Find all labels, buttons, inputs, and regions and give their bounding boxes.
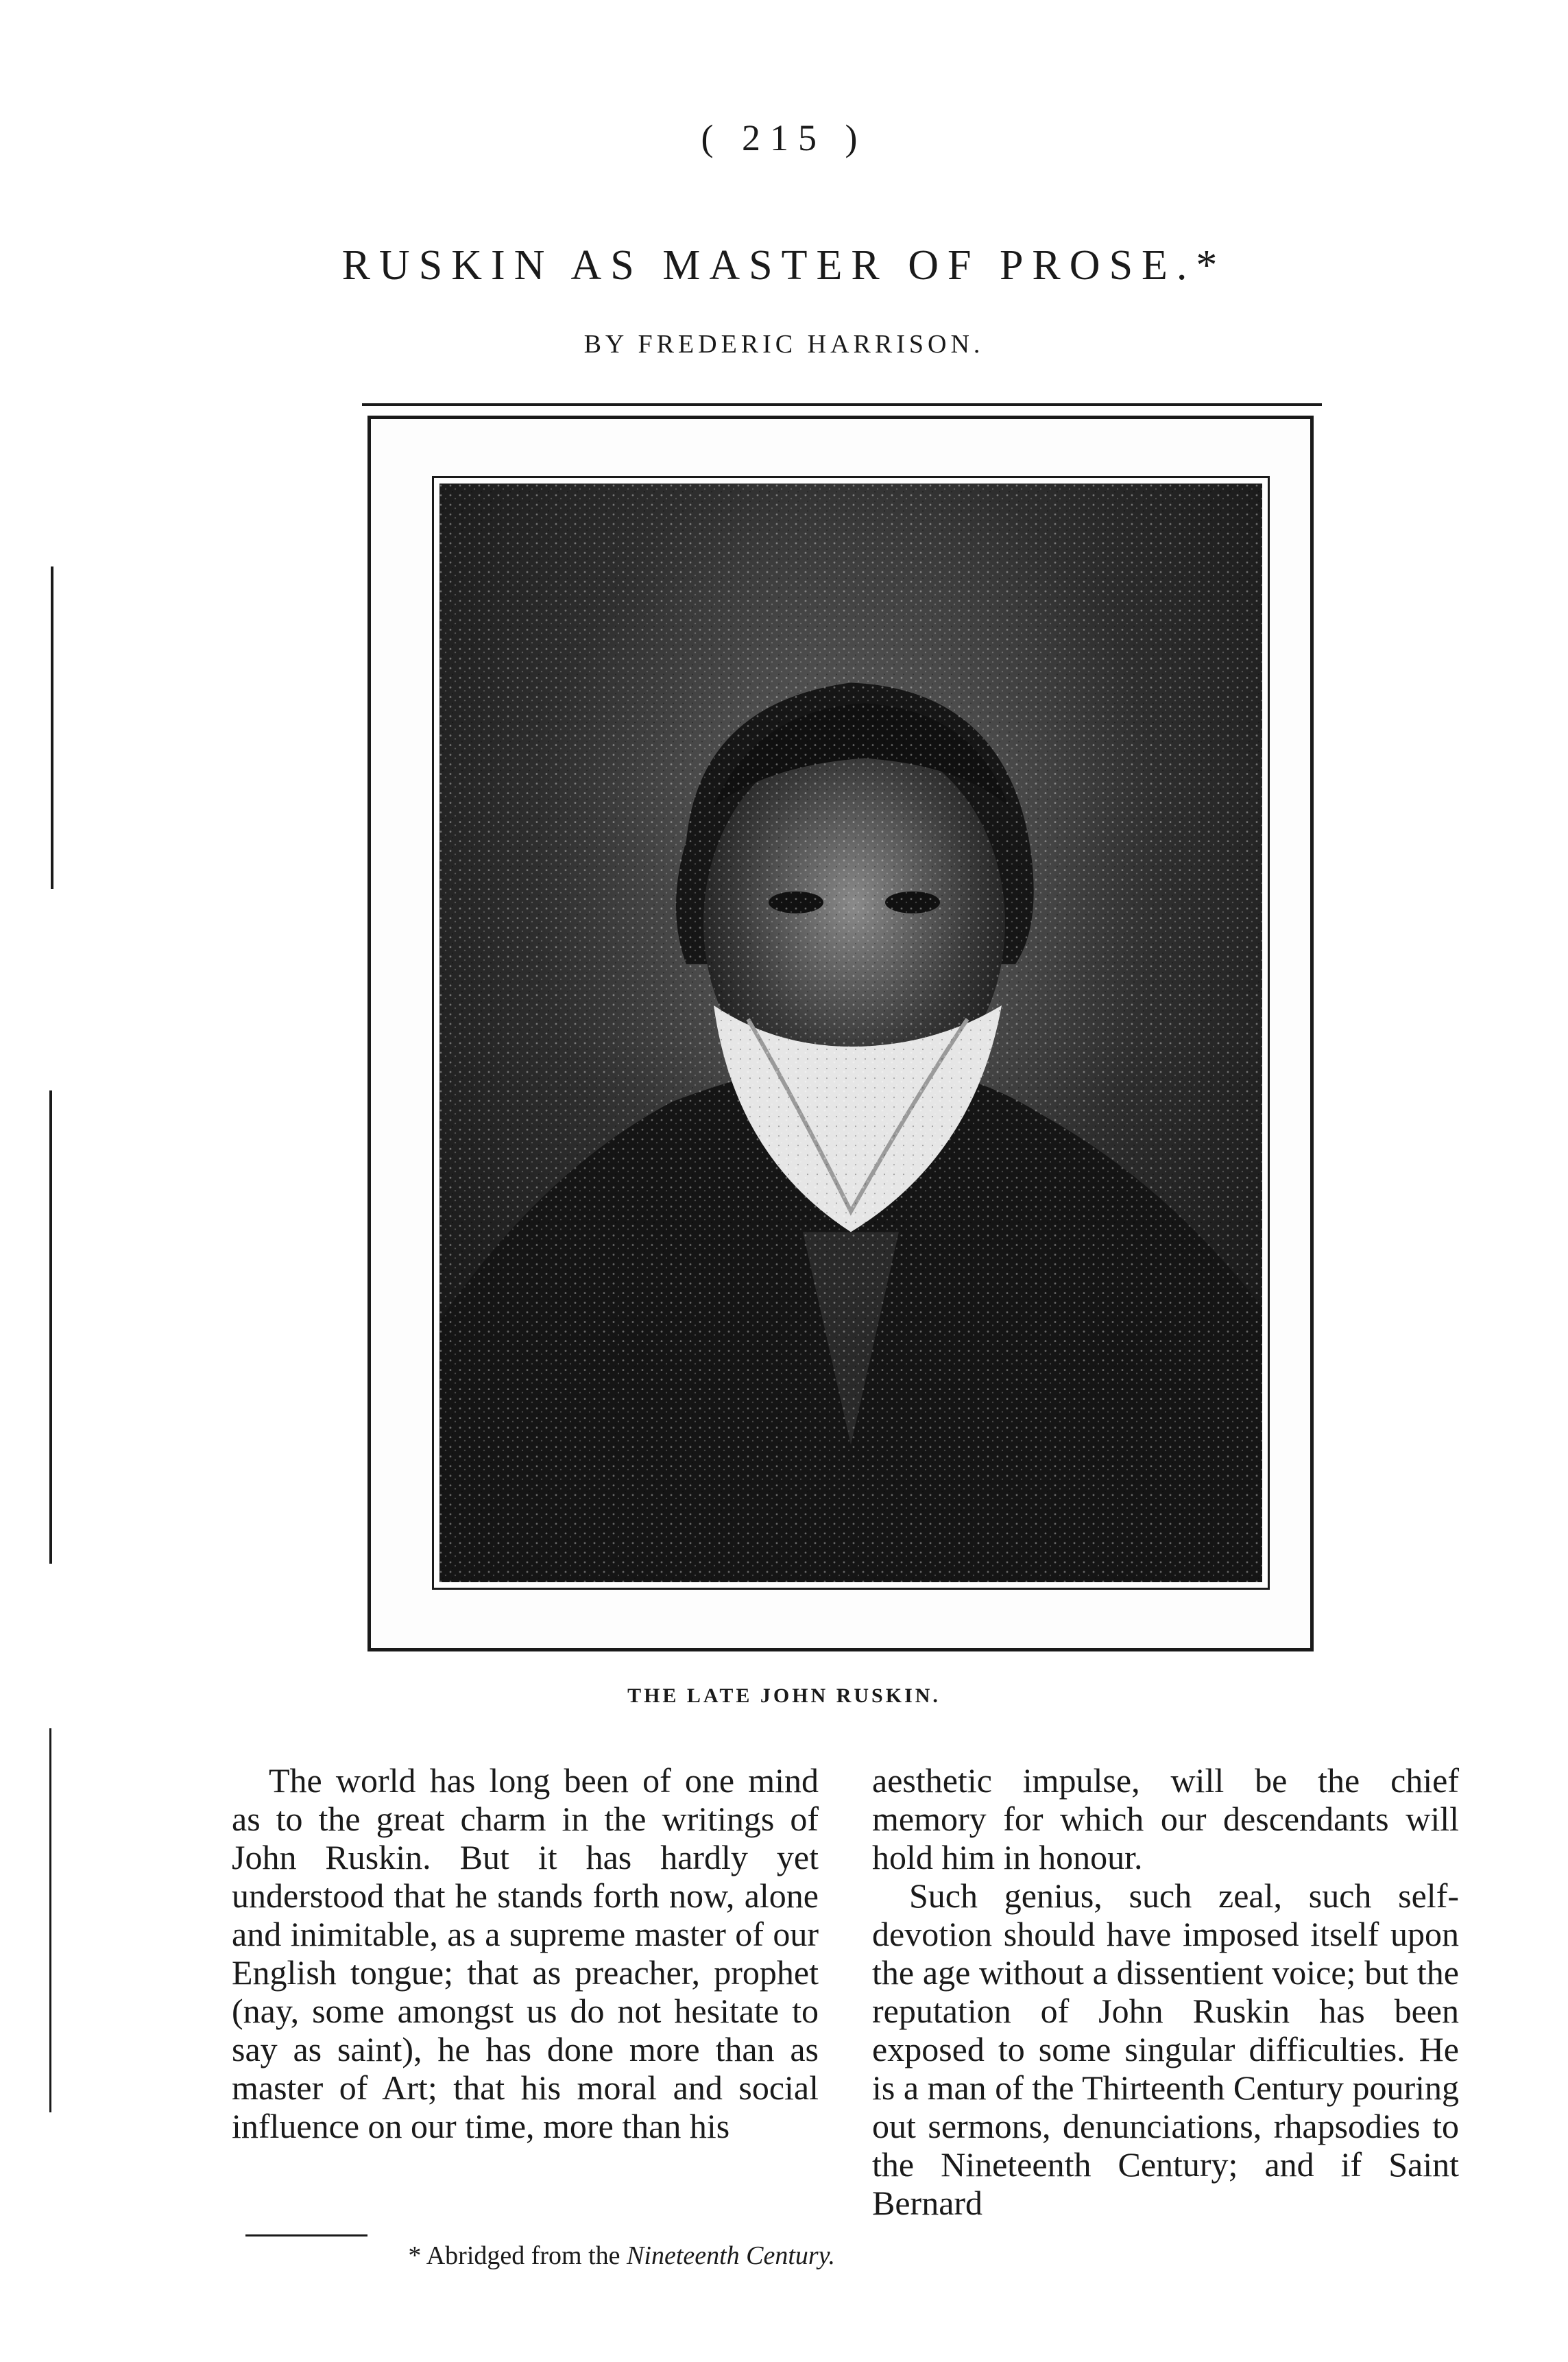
- footnote-source: Nineteenth Century.: [627, 2241, 835, 2270]
- left-margin-rule-lower: [49, 1090, 52, 1564]
- article-title: RUSKIN AS MASTER OF PROSE.*: [341, 242, 1227, 289]
- footnote-prefix: * Abridged from the: [408, 2241, 627, 2270]
- figure-inner-frame: [432, 476, 1270, 1590]
- figure-top-rule: [362, 403, 1322, 406]
- body-paragraph: The world has long been of one mind as to the great charm in the writings of John Ruskin. But it has hardly yet understood that he stands forth now, alone and inimitable, as a supreme master of our English tongue; that as preacher, prophet (nay, some amongst us do not hesitate to say as saint), he has done more than as master of Art; that his moral and social influence on our time, more than his: [232, 1761, 819, 2145]
- article-byline: BY FREDERIC HARRISON.: [583, 330, 985, 359]
- left-margin-rule-bottom: [49, 1728, 51, 2112]
- page-number: ( 215 ): [701, 117, 867, 158]
- body-paragraph: Such genius, such zeal, such self-devotion should have imposed itself upon the age without a dissentient voice; but the reputation of John Ruskin has been exposed to some singular difficulties. He is a man of the Thirteenth Century pouring out sermons, denunciations, rhapsodies to the Nineteenth Century; and if Saint Bernard: [872, 1876, 1459, 2222]
- footnote: [232, 2240, 835, 2271]
- left-margin-rule-upper: [51, 566, 53, 889]
- footnote-rule: [245, 2234, 367, 2236]
- right-column: [872, 1761, 1459, 2222]
- left-column: [232, 1761, 819, 2145]
- figure-caption: THE LATE JOHN RUSKIN.: [627, 1684, 941, 1707]
- body-paragraph: aesthetic impulse, will be the chief memory for which our descendants will hold him in honour.: [872, 1761, 1459, 1876]
- portrait-image: [439, 484, 1262, 1582]
